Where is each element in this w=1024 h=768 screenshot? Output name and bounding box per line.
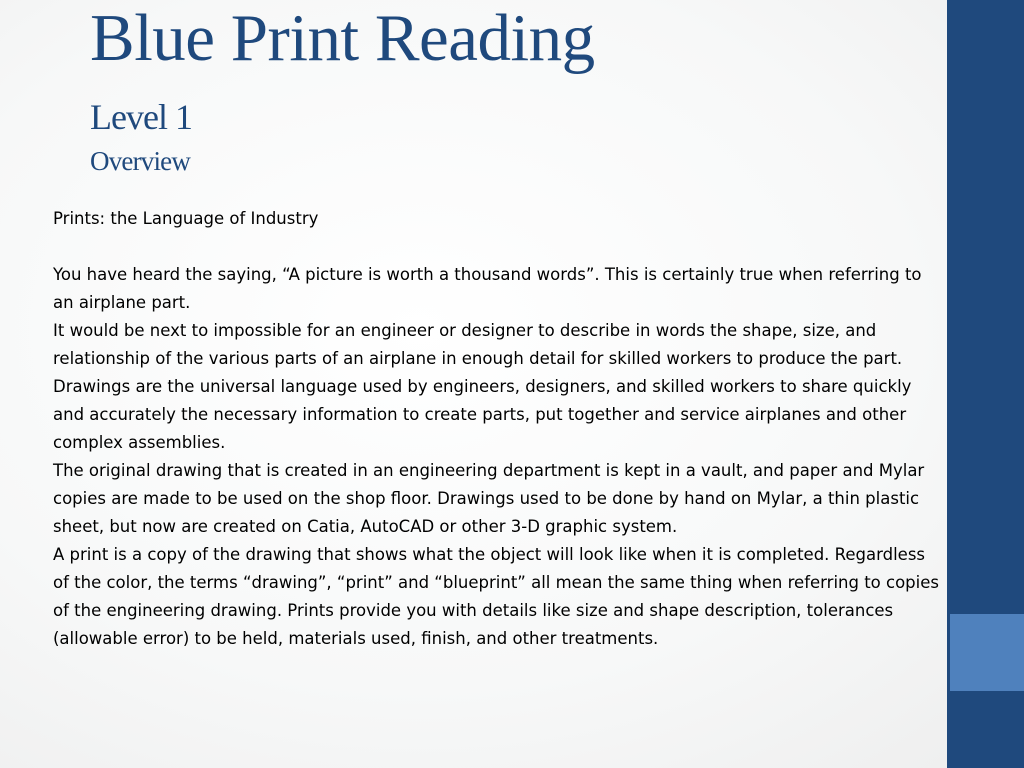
body-paragraph: The original drawing that is created in an engineering department is kept in a vault, and paper and Mylar copies are made to be used on the shop floor. Drawings used to be done by hand on Mylar, a thin plastic sheet, but now are created on Catia, AutoCAD or other 3-D graphic system. — [53, 461, 925, 536]
right-band-accent — [950, 614, 1024, 691]
body-heading: Prints: the Language of Industry — [53, 209, 319, 228]
title-block — [90, 0, 930, 178]
slide-body — [53, 205, 941, 653]
body-paragraph: A print is a copy of the drawing that shows what the object will look like when it is completed. Regardless of the color, the terms “drawing”, “print” and “blueprint” all mean the same thing when referring to copies of the engineering drawing. Prints provide you with details like size and shape description, tolerances (allowable error) to be held, materials used, finish, and other treatments. — [53, 545, 939, 648]
slide-subtitle-level: Level 1 — [90, 97, 192, 137]
slide-title: Blue Print Reading — [90, 1, 595, 75]
slide-subtitle-section: Overview — [90, 146, 191, 176]
body-paragraph: You have heard the saying, “A picture is worth a thousand words”. This is certainly true when referring to an airplane part. — [53, 265, 922, 312]
body-paragraph: It would be next to impossible for an engineer or designer to describe in words the shape, size, and relationship of the various parts of an airplane in enough detail for skilled workers to produce the part. Drawings are the universal language used by engineers, designers, and skilled workers to share quickly and accurately the necessary information to create parts, put together and service airplanes and other complex assemblies. — [53, 321, 912, 452]
